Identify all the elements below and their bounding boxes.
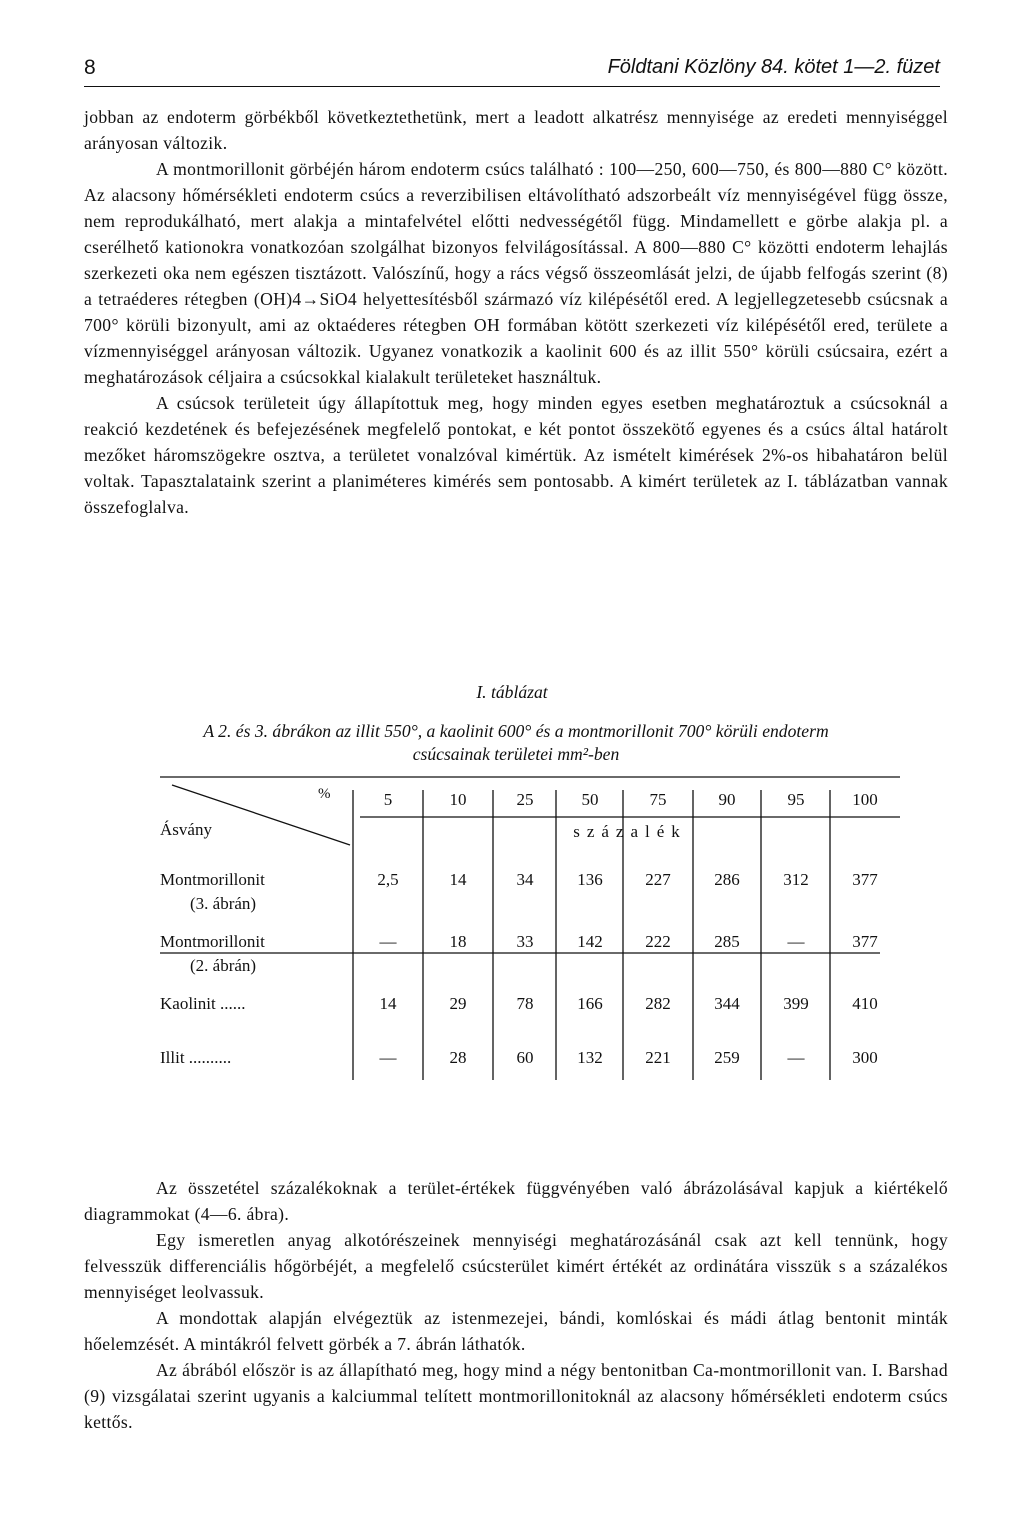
row-name: Montmorillonit	[160, 932, 265, 951]
row-name: Illit ..........	[160, 1048, 232, 1067]
table-cell: 399	[783, 994, 809, 1013]
table-cell: 14	[379, 994, 397, 1013]
table-cell: 410	[852, 994, 878, 1013]
table-cell: 78	[516, 994, 534, 1013]
table-cell: 2,5	[377, 870, 399, 889]
unit-label: százalék	[573, 822, 687, 841]
table-rules	[160, 770, 900, 1090]
caption-line-2: csúcsainak területei mm²-ben	[412, 744, 620, 764]
body-text-top	[84, 104, 948, 520]
row-name-note: (3. ábrán)	[190, 894, 257, 913]
table-cell: 33	[516, 932, 534, 951]
paragraph-method: Egy ismeretlen anyag alkotórészeinek mennyiségi meghatározásánál csak azt kell tennünk, hogy felvesszük differenciális hőgörbéjét, a megfelelő csúcsterület kimért értékét az ordinátára visszük s a százalékos mennyiséget leolvassuk.	[84, 1230, 948, 1302]
table-caption	[84, 720, 948, 766]
table-cell: 221	[645, 1048, 671, 1067]
table-cell: 136	[577, 870, 603, 889]
page-number: 8	[84, 56, 96, 79]
column-header: 90	[718, 790, 736, 809]
table-cell: 377	[852, 870, 878, 889]
table-cell: 282	[645, 994, 671, 1013]
paragraph-diagrams: Az összetétel százalékoknak a terület-értékek függvényében való ábrázolásával kapjuk a kiértékelő diagrammokat (4—6. ábra).	[84, 1178, 948, 1224]
table-cell: 142	[577, 932, 603, 951]
table-cell: 18	[449, 932, 467, 951]
paragraph-samples: A mondottak alapján elvégeztük az istenmezejei, bándi, komlóskai és mádi átlag bentonit minták hőelemzését. A mintákról felvett görbék a 7. ábrán láthatók.	[84, 1308, 948, 1354]
data-table	[160, 770, 900, 1090]
table-cell: 34	[516, 870, 534, 889]
row-name: Montmorillonit	[160, 870, 265, 889]
table-cell: 285	[714, 932, 740, 951]
paragraph-conclusion: Az ábrából először is az állapítható meg, hogy mind a négy bentonitban Ca-montmorillonit van. I. Barshad (9) vizsgálatai szerint ugyanis a kalciummal telített montmorillonitoknál az alacsony hőmérsékleti endoterm csúcs kettős.	[84, 1360, 948, 1432]
column-header: 5	[383, 790, 393, 809]
column-header: 75	[649, 790, 667, 809]
table-cell: —	[379, 932, 397, 951]
table-cell: —	[787, 1048, 805, 1067]
table-cell: 166	[577, 994, 603, 1013]
table-cell: 222	[645, 932, 671, 951]
column-header: 25	[516, 790, 534, 809]
table-cell: 60	[516, 1048, 534, 1067]
table-cell: 14	[449, 870, 467, 889]
table-cell: —	[379, 1048, 397, 1067]
table-cell: 377	[852, 932, 878, 951]
caption-line-1: A 2. és 3. ábrákon az illit 550°, a kaolinit 600° és a montmorillonit 700° körüli endoterm	[203, 721, 829, 741]
column-header: 10	[449, 790, 467, 809]
running-head: Földtani Közlöny 84. kötet 1—2. füzet	[607, 56, 940, 78]
page-header	[84, 56, 940, 87]
table-cell: 227	[645, 870, 671, 889]
table-label: I. táblázat	[476, 682, 548, 702]
table-cell: 300	[852, 1048, 878, 1067]
column-header: 95	[787, 790, 805, 809]
table-cell: 344	[714, 994, 740, 1013]
row-name-note: (2. ábrán)	[190, 956, 257, 975]
table-cell: 28	[449, 1048, 467, 1067]
row-name: Kaolinit ......	[160, 994, 246, 1013]
table-cell: 286	[714, 870, 740, 889]
table-cell: 259	[714, 1048, 740, 1067]
corner-mineral: Ásvány	[160, 820, 212, 839]
table-cell: 29	[449, 994, 467, 1013]
body-text-bottom	[84, 1175, 948, 1435]
corner-percent: %	[318, 786, 331, 802]
table-cell: 132	[577, 1048, 603, 1067]
paragraph-peak-areas: A csúcsok területeit úgy állapítottuk meg, hogy minden egyes esetben meghatároztuk a csúcsoknál a reakció kezdetének és befejezésének megfelelő pontokat, e két pontot összekötő egyenes és a csúcs által határolt mezőket háromszögekre osztva, a területet vonalzóval kimértük. Az ismételt kimérések 2%-os hibahatáron belül voltak. Tapasztalataink szerint a planiméteres kimérés sem pontosabb. A kimért területek az I. táblázatban vannak összefoglalva.	[84, 393, 948, 517]
table-cell: —	[787, 932, 805, 951]
table-cell: 312	[783, 870, 809, 889]
paragraph-montmorillonit: A montmorillonit görbéjén három endoterm csúcs található : 100—250, 600—750, és 800—880 C° között. Az alacsony hőmérsékleti endoterm csúcs a reverzibilisen eltávolítható adszorbeált víz mennyiségével függ össze, nem reprodukálható, mert alakja a mintafelvétel előtti nedvességétől függ. Mindamellett e görbe alakja pl. a cserélhető kationokra vonatkozóan szolgálhat bizonyos felvilágosítással. A 800—880 C° közötti endoterm lehajlás szerkezeti oka nem egészen tisztázott. Valószínű, hogy a rács végső összeomlását jelzi, de újabb felfogás szerint (8) a tetraéderes rétegben (OH)4→SiO4 helyettesítésből származó víz kilépésétől ered. A legjellegzetesebb csúcsnak a 700° körüli bizonyult, ami az oktaéderes rétegben OH formában kötött szerkezeti víz kilépésétől ered, területe a vízmennyiséggel arányosan változik. Ugyanez vonatkozik a kaolinit 600 és az illit 550° körüli csúcsaira, ezért a meghatározások céljaira a csúcsokkal kialakult területeket használtuk.	[84, 159, 948, 387]
column-header: 100	[852, 790, 878, 809]
column-header: 50	[581, 790, 599, 809]
paragraph-continuation: jobban az endoterm görbékből következtethetünk, mert a leadott alkatrész mennyisége az eredeti mennyiséggel arányosan változik.	[84, 107, 948, 153]
